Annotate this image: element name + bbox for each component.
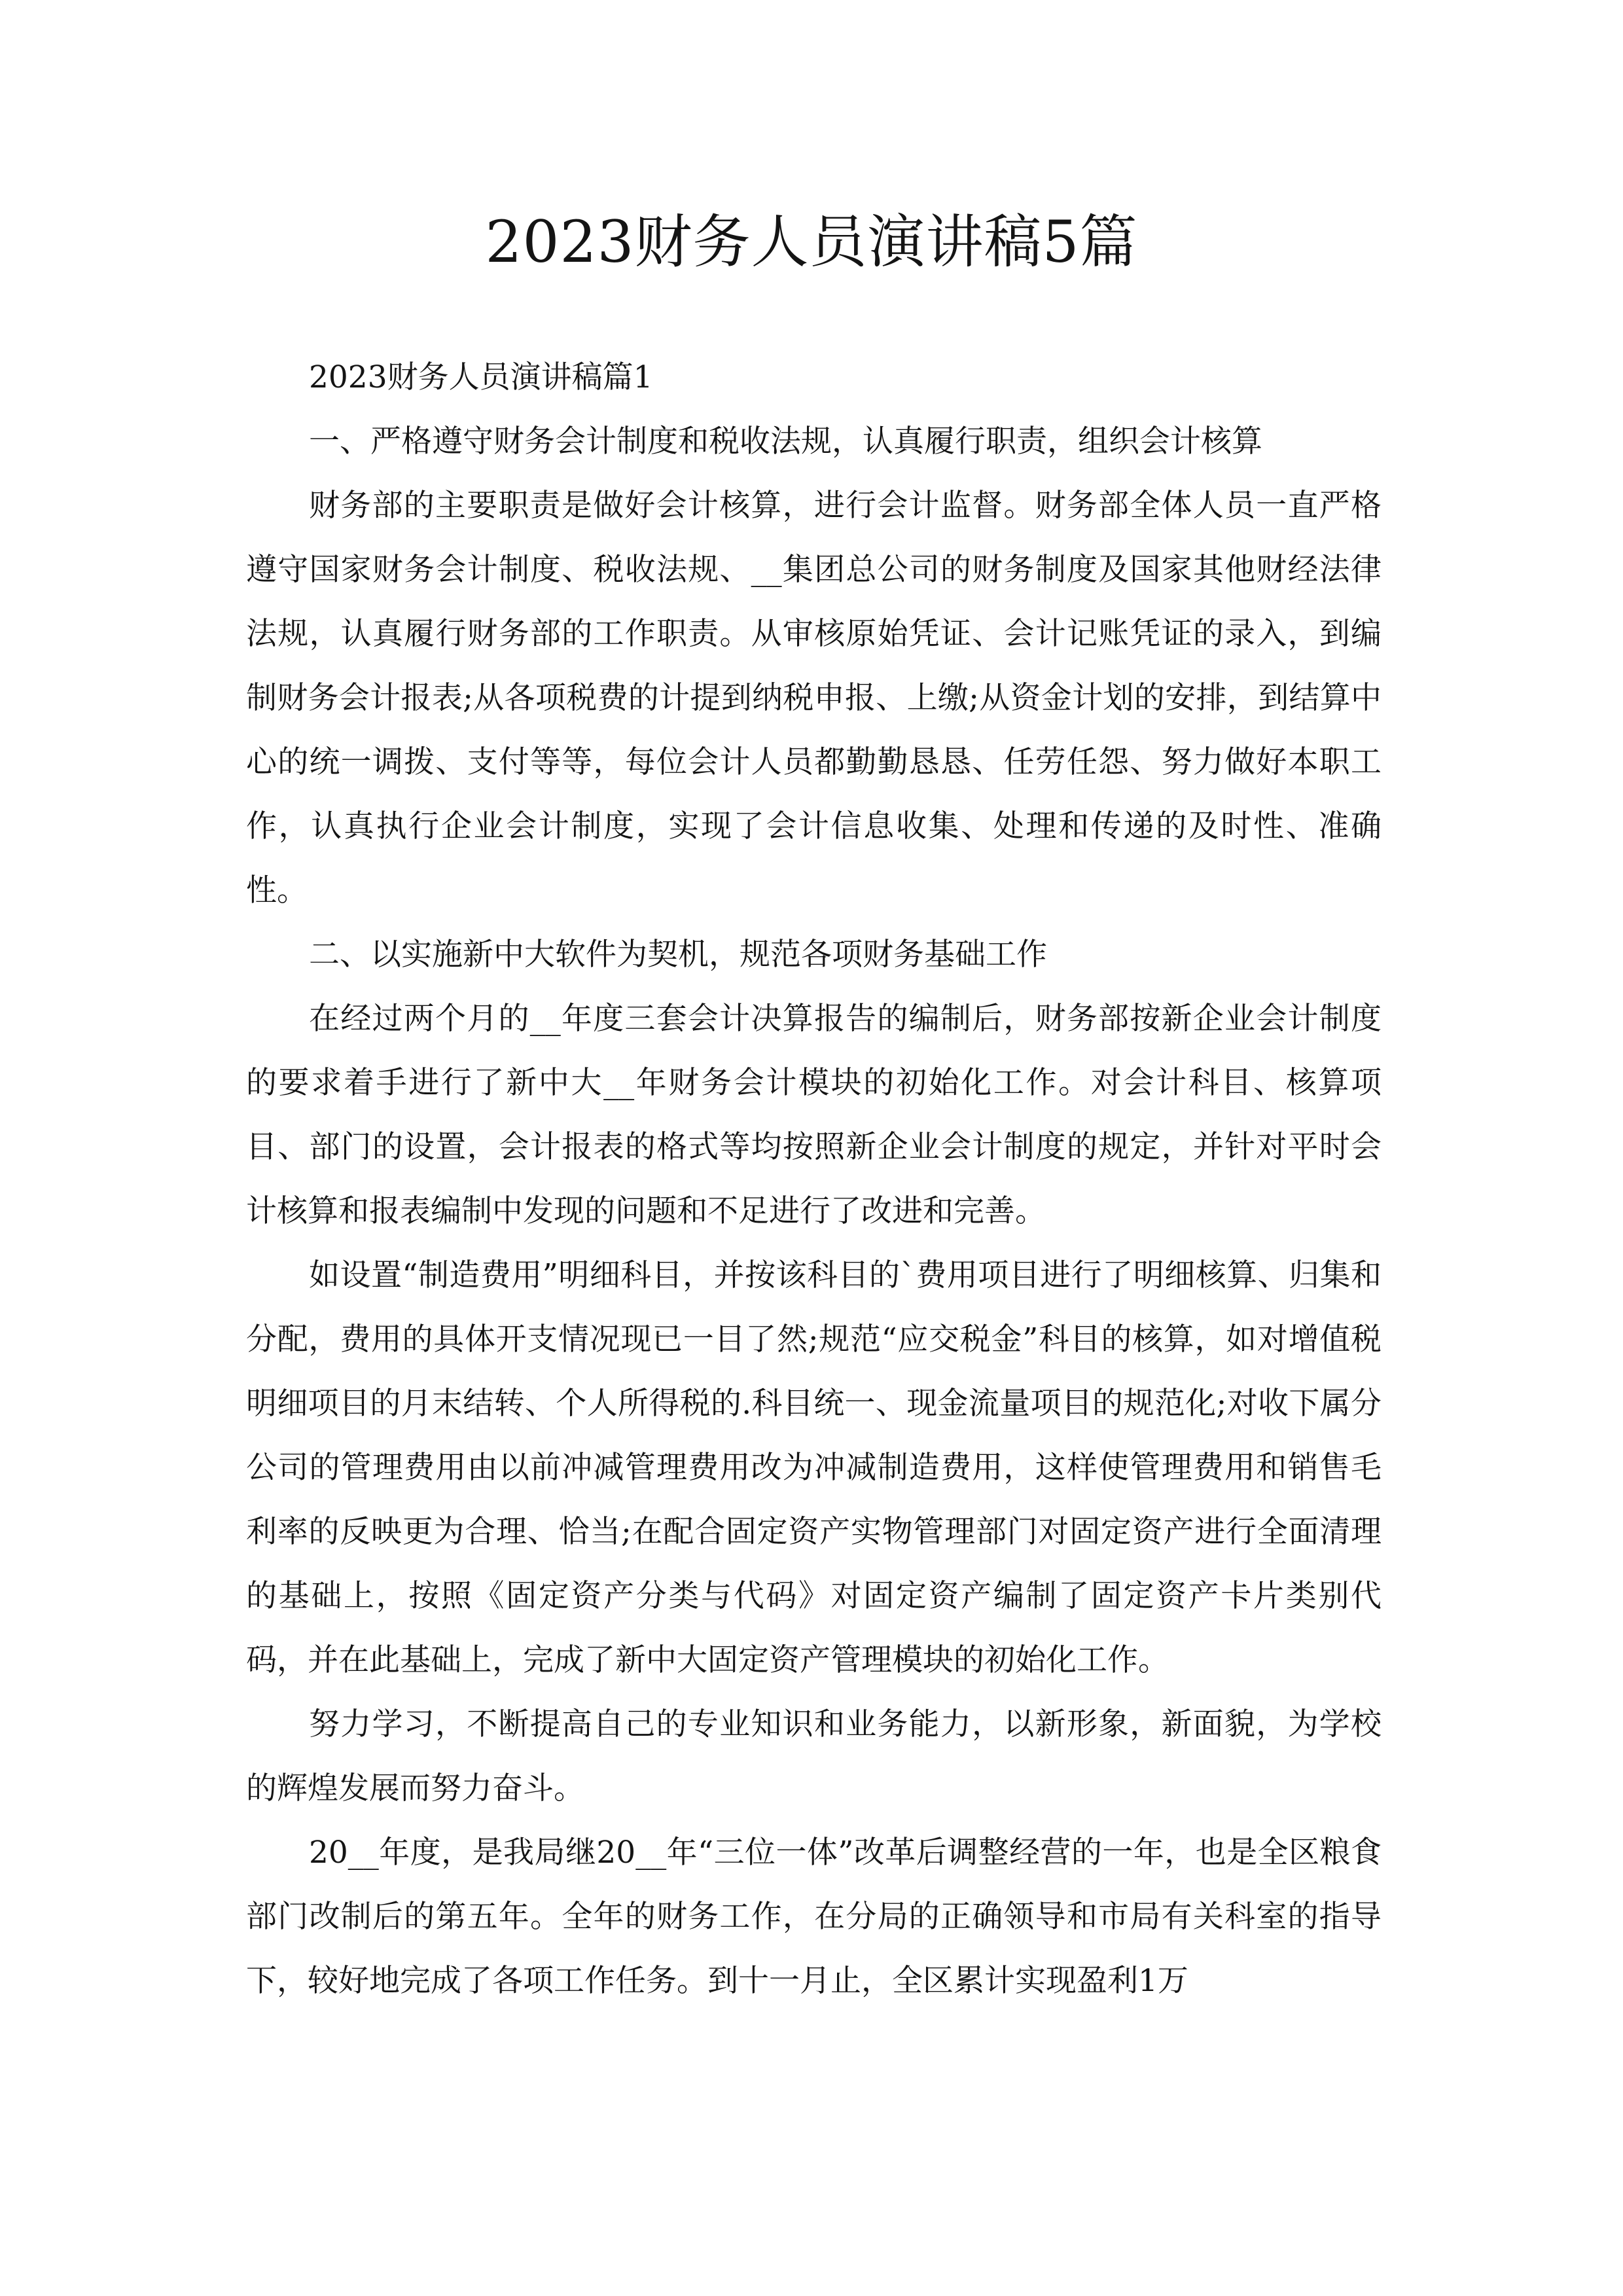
- subsection-heading: 一、严格遵守财务会计制度和税收法规，认真履行职责，组织会计核算: [309, 423, 1262, 459]
- subsection-heading: 二、以实施新中大软件为契机，规范各项财务基础工作: [309, 937, 1047, 973]
- body-paragraph: 在经过两个月的__年度三套会计决算报告的编制后，财务部按新企业会计制度的要求着手进行了新中大__年财务会计模块的初始化工作。对会计科目、核算项目、部门的设置，会计报表的格式等均按照新企业会计制度的规定，并针对平时会计核算和报表编制中发现的问题和不足进行了改进和完善。: [246, 1001, 1382, 1229]
- body-paragraph: 20__年度，是我局继20__年“三位一体”改革后调整经营的一年，也是全区粮食部门改制后的第五年。全年的财务工作，在分局的正确领导和市局有关科室的指导下，较好地完成了各项工作任务。到十一月止，全区累计实现盈利1万: [246, 1835, 1382, 1999]
- document-title: 2023财务人员演讲稿5篇: [485, 208, 1138, 276]
- body-paragraph: 财务部的主要职责是做好会计核算，进行会计监督。财务部全体人员一直严格遵守国家财务会计制度、税收法规、__集团总公司的财务制度及国家其他财经法律法规，认真履行财务部的工作职责。从审核原始凭证、会计记账凭证的录入，到编制财务会计报表;从各项税费的计提到纳税申报、上缴;从资金计划的安排，到结算中心的统一调拨、支付等等，每位会计人员都勤勤恳恳、任劳任怨、努力做好本职工作，认真执行企业会计制度，实现了会计信息收集、处理和传递的及时性、准确性。: [246, 488, 1382, 908]
- body-paragraph: 努力学习，不断提高自己的专业知识和业务能力，以新形象，新面貌，为学校的辉煌发展而努力奋斗。: [246, 1706, 1382, 1806]
- body-paragraph: 如设置“制造费用”明细科目，并按该科目的`费用项目进行了明细核算、归集和分配，费用的具体开支情况现已一目了然;规范“应交税金”科目的核算，如对增值税明细项目的月末结转、个人所得税的.科目统一、现金流量项目的规范化;对收下属分公司的管理费用由以前冲减管理费用改为冲减制造费用，这样使管理费用和销售毛利率的反映更为合理、恰当;在配合固定资产实物管理部门对固定资产进行全面清理的基础上，按照《固定资产分类与代码》对固定资产编制了固定资产卡片类别代码，并在此基础上，完成了新中大固定资产管理模块的初始化工作。: [246, 1257, 1382, 1678]
- section-heading: 2023财务人员演讲稿篇1: [309, 359, 653, 395]
- document-body: [246, 346, 1382, 2013]
